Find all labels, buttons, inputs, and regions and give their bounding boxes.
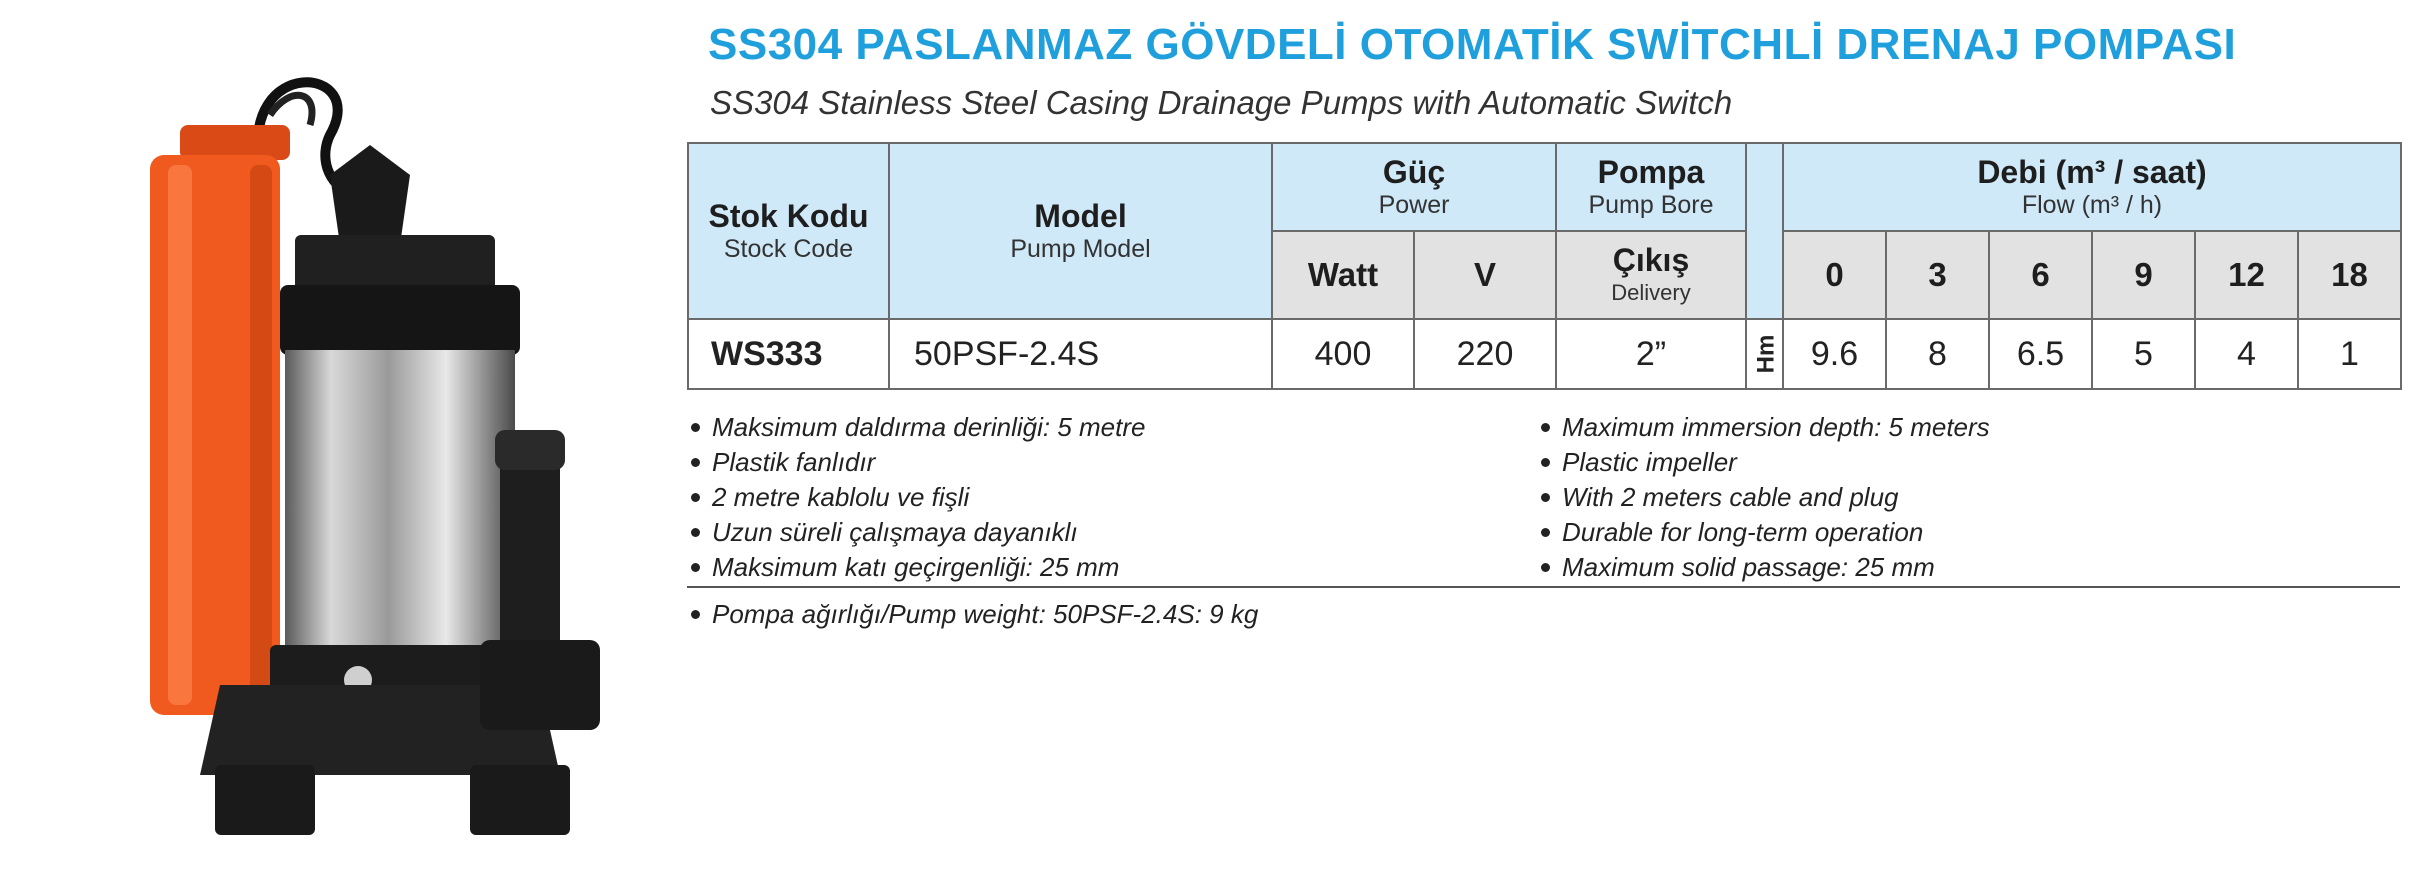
page-title: SS304 PASLANMAZ GÖVDELİ OTOMATİK SWİTCHLİ DRENAJ POMPASI bbox=[708, 20, 2237, 69]
flow-col-6: 6 bbox=[1989, 231, 2092, 319]
flow-col-3: 3 bbox=[1886, 231, 1989, 319]
list-item: With 2 meters cable and plug bbox=[1537, 480, 1990, 515]
hm-label: Hm bbox=[1752, 334, 1780, 374]
watt-header: Watt bbox=[1272, 231, 1414, 319]
model-cell: 50PSF-2.4S bbox=[889, 319, 1272, 389]
volt-header: V bbox=[1414, 231, 1556, 319]
list-item: Maximum solid passage: 25 mm bbox=[1537, 550, 1990, 585]
list-item: Plastik fanlıdır bbox=[687, 445, 1145, 480]
flow-col-0: 0 bbox=[1783, 231, 1886, 319]
bullet-icon bbox=[1541, 423, 1550, 432]
hm-label-cell bbox=[1746, 319, 1783, 389]
head-cell-3: 8 bbox=[1886, 319, 1989, 389]
page-subtitle: SS304 Stainless Steel Casing Drainage Pumps with Automatic Switch bbox=[710, 84, 1733, 121]
notes-turkish bbox=[687, 410, 1145, 585]
bullet-icon bbox=[691, 610, 700, 619]
table-row bbox=[688, 319, 2401, 389]
head-cell-9: 5 bbox=[2092, 319, 2195, 389]
pump-bore-header: Pompa Pump Bore bbox=[1556, 143, 1746, 231]
head-cell-18: 1 bbox=[2298, 319, 2401, 389]
weight-note: Pompa ağırlığı/Pump weight: 50PSF-2.4S: 9 kg bbox=[687, 597, 1258, 632]
model-header: Model Pump Model bbox=[889, 143, 1272, 319]
head-cell-0: 9.6 bbox=[1783, 319, 1886, 389]
bullet-icon bbox=[691, 528, 700, 537]
bullet-icon bbox=[1541, 528, 1550, 537]
stock-code-header: Stok Kodu Stock Code bbox=[688, 143, 889, 319]
bullet-icon bbox=[1541, 493, 1550, 502]
power-header: Güç Power bbox=[1272, 143, 1556, 231]
bullet-icon bbox=[691, 563, 700, 572]
table-header-row-1 bbox=[688, 143, 2401, 231]
delivery-cell: 2” bbox=[1556, 319, 1746, 389]
watt-cell: 400 bbox=[1272, 319, 1414, 389]
bullet-icon bbox=[1541, 563, 1550, 572]
head-cell-12: 4 bbox=[2195, 319, 2298, 389]
notes-english bbox=[1537, 410, 1990, 585]
bullet-icon bbox=[691, 423, 700, 432]
bullet-icon bbox=[1541, 458, 1550, 467]
list-item: Maximum immersion depth: 5 meters bbox=[1537, 410, 1990, 445]
flow-col-9: 9 bbox=[2092, 231, 2195, 319]
flow-col-12: 12 bbox=[2195, 231, 2298, 319]
flow-col-18: 18 bbox=[2298, 231, 2401, 319]
list-item: Maksimum katı geçirgenliği: 25 mm bbox=[687, 550, 1145, 585]
list-item: Uzun süreli çalışmaya dayanıklı bbox=[687, 515, 1145, 550]
bullet-icon bbox=[691, 493, 700, 502]
list-item: 2 metre kablolu ve fişli bbox=[687, 480, 1145, 515]
bullet-icon bbox=[691, 458, 700, 467]
stock-code-cell: WS333 bbox=[688, 319, 889, 389]
spec-table bbox=[687, 142, 2402, 390]
pump-product-image bbox=[120, 75, 640, 845]
hm-spacer-header bbox=[1746, 143, 1783, 319]
notes-divider bbox=[687, 586, 2400, 588]
list-item: Maksimum daldırma derinliği: 5 metre bbox=[687, 410, 1145, 445]
list-item: Durable for long-term operation bbox=[1537, 515, 1990, 550]
delivery-header: Çıkış Delivery bbox=[1556, 231, 1746, 319]
volt-cell: 220 bbox=[1414, 319, 1556, 389]
head-cell-6: 6.5 bbox=[1989, 319, 2092, 389]
flow-header: Debi (m³ / saat) Flow (m³ / h) bbox=[1783, 143, 2401, 231]
list-item: Plastic impeller bbox=[1537, 445, 1990, 480]
